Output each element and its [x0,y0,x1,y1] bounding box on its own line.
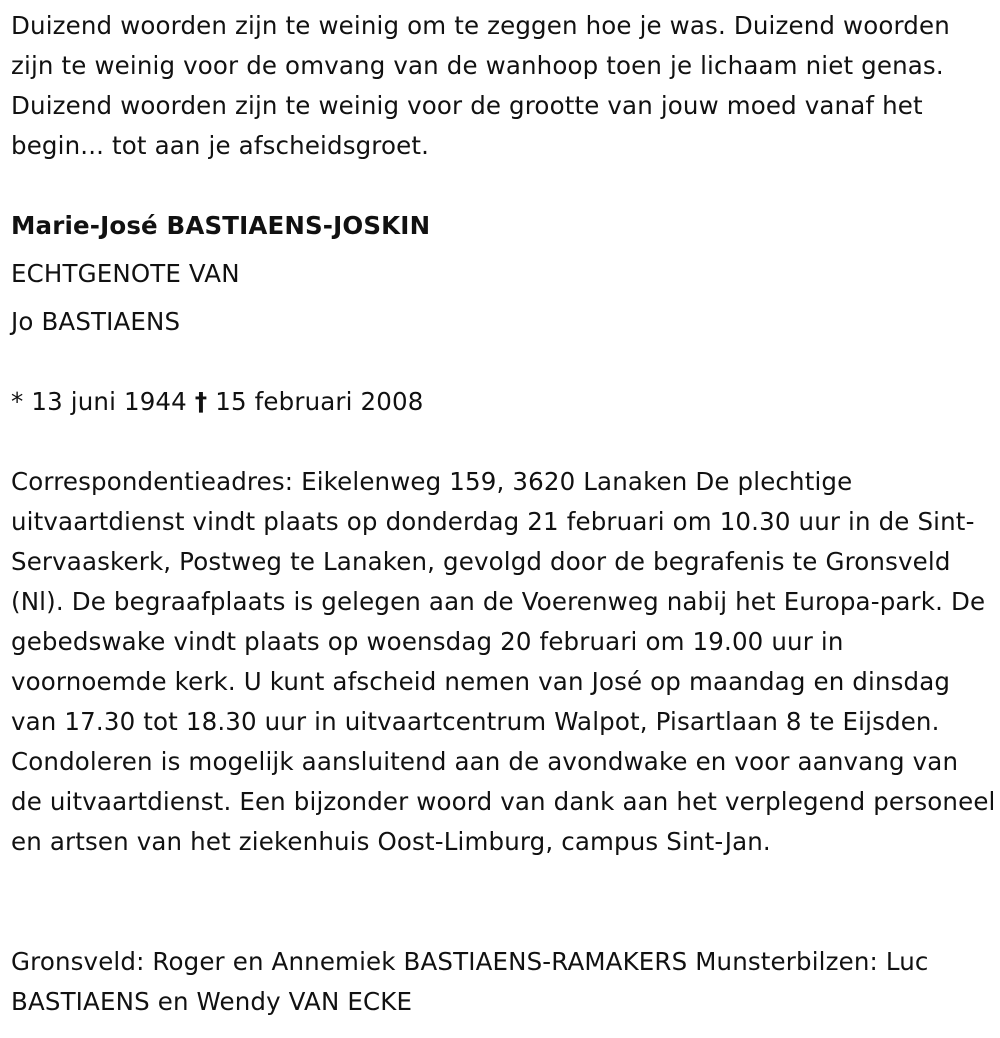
life-dates [11,382,996,422]
intro-paragraph: Duizend woorden zijn te weinig om te zeggen hoe je was. Duizend woorden zijn te weinig voor de omvang van de wanhoop toen je lichaam niet genas. Duizend woorden zijn te weinig voor de grootte van jouw moed vanaf het begin... tot aan je afscheidsgroet. [11,11,950,160]
cross-icon: † [194,387,208,416]
relation-label: ECHTGENOTE VAN [11,259,240,288]
birth-date: * 13 juni 1944 [11,387,187,416]
spouse-name: Jo BASTIAENS [11,307,181,336]
funeral-details-paragraph: Correspondentieadres: Eikelenweg 159, 3620 Lanaken De plechtige uitvaartdienst vindt plaats op donderdag 21 februari om 10.30 uur in de Sint-Servaaskerk, Postweg te Lanaken, gevolgd door de begrafenis te Gronsveld (Nl). De begraafplaats is gelegen aan de Voerenweg nabij het Europa-park. De gebedswake vindt plaats op woensdag 20 februari om 19.00 uur in voornoemde kerk. U kunt afscheid nemen van José op maandag en dinsdag van 17.30 tot 18.30 uur in uitvaartcentrum Walpot, Pisartlaan 8 te Eijsden. Condoleren is mogelijk aansluitend aan de avondwake en voor aanvang van de uitvaartdienst. Een bijzonder woord van dank aan het verplegend personeel en artsen van het ziekenhuis Oost-Limburg, campus Sint-Jan. [11,467,996,856]
family-paragraph: Gronsveld: Roger en Annemiek BASTIAENS-RAMAKERS Munsterbilzen: Luc BASTIAENS en Wendy VAN ECKE [11,947,929,1016]
death-date: 15 februari 2008 [215,387,424,416]
deceased-name: Marie-José BASTIAENS-JOSKIN [11,211,431,240]
